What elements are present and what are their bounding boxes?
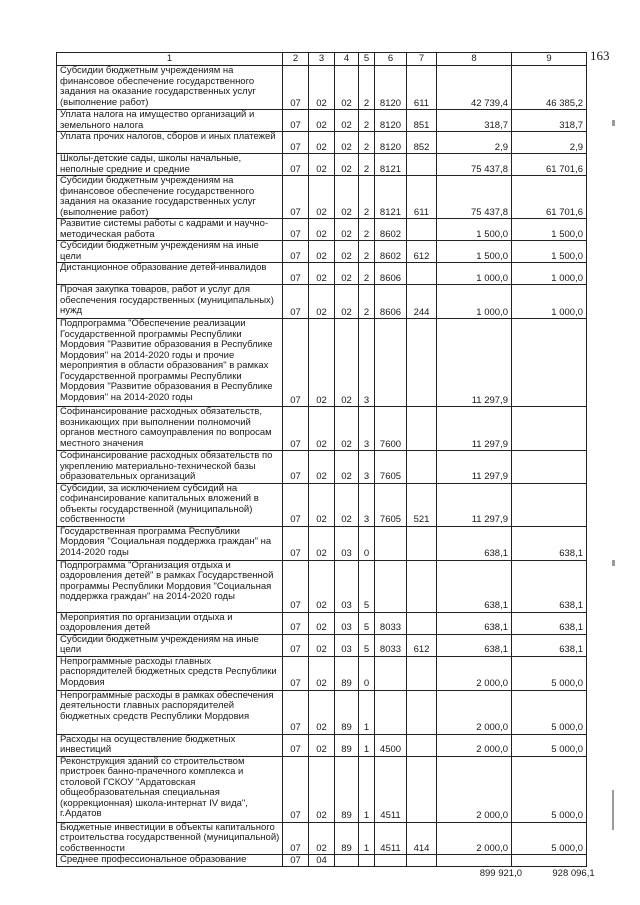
row-cell-c4: 02 (335, 66, 359, 110)
row-cell-c9: 2,9 (512, 132, 587, 154)
row-cell-c9: 638,1 (512, 634, 587, 656)
row-cell-c7 (407, 612, 437, 634)
row-cell-c7 (407, 855, 437, 867)
row-cell-c4: 03 (335, 612, 359, 634)
row-name-cell: Софинансирование расходных обязательств по укреплению материально-технической базы образовательных организаций (57, 451, 283, 484)
row-cell-c9: 61 701,6 (512, 176, 587, 219)
table-row (57, 241, 587, 263)
row-cell-c7: 414 (407, 822, 437, 855)
row-cell-c2: 07 (283, 526, 309, 560)
table-row (57, 734, 587, 756)
row-cell-c6: 7605 (375, 451, 407, 484)
page-number: 163 (590, 48, 610, 63)
row-cell-c9: 1 000,0 (512, 263, 587, 285)
row-cell-c5: 1 (359, 690, 375, 734)
row-cell-c2: 07 (283, 219, 309, 241)
table-row (57, 132, 587, 154)
row-cell-c2: 07 (283, 560, 309, 612)
row-cell-c9: 1 500,0 (512, 219, 587, 241)
row-cell-c2: 07 (283, 285, 309, 319)
row-cell-c2: 07 (283, 176, 309, 219)
row-cell-c3: 02 (309, 263, 335, 285)
row-cell-c8: 11 297,9 (437, 319, 512, 407)
row-cell-c9: 5 000,0 (512, 656, 587, 690)
table-row (57, 690, 587, 734)
row-cell-c7 (407, 526, 437, 560)
footer-total-col9: 928 096,1 (552, 868, 595, 879)
row-cell-c8: 1 500,0 (437, 241, 512, 263)
table-row (57, 612, 587, 634)
row-cell-c4: 89 (335, 734, 359, 756)
row-cell-c8: 42 739,4 (437, 66, 512, 110)
row-cell-c6: 8120 (375, 132, 407, 154)
row-cell-c7: 244 (407, 285, 437, 319)
row-cell-c5: 0 (359, 656, 375, 690)
row-cell-c8: 638,1 (437, 634, 512, 656)
row-cell-c6: 7605 (375, 483, 407, 526)
row-name-cell: Непрограммные расходы главных распорядителей бюджетных средств Республики Мордовия (57, 656, 283, 690)
row-cell-c4 (335, 855, 359, 867)
row-cell-c6: 8606 (375, 263, 407, 285)
row-cell-c6 (375, 526, 407, 560)
row-cell-c7: 612 (407, 241, 437, 263)
row-cell-c4: 02 (335, 176, 359, 219)
row-cell-c6: 4511 (375, 822, 407, 855)
table-row (57, 263, 587, 285)
row-cell-c2: 07 (283, 154, 309, 176)
row-name-cell: Реконструкция зданий со строительством пристроек банно-прачечного комплекса и столовой ГСКОУ "Ардатовская общеобразовательная специальная (коррекционная) школа-интернат IV вида", г.Ардатов (57, 756, 283, 822)
row-cell-c5: 3 (359, 407, 375, 451)
row-cell-c8: 638,1 (437, 612, 512, 634)
row-cell-c3: 02 (309, 756, 335, 822)
row-cell-c3: 04 (309, 855, 335, 867)
row-cell-c8: 1 000,0 (437, 263, 512, 285)
table-row (57, 756, 587, 822)
row-name-cell: Уплата налога на имущество организаций и земельного налога (57, 110, 283, 132)
row-cell-c8: 2 000,0 (437, 822, 512, 855)
row-cell-c9 (512, 855, 587, 867)
row-cell-c4: 02 (335, 451, 359, 484)
row-cell-c7: 852 (407, 132, 437, 154)
row-cell-c4: 03 (335, 634, 359, 656)
table-row (57, 219, 587, 241)
table-row (57, 526, 587, 560)
row-cell-c4: 03 (335, 560, 359, 612)
row-name-cell: Субсидии, за исключением субсидий на софинансирование капитальных вложений в объекты государственной (муниципальной) собственности (57, 483, 283, 526)
column-header: 2 (283, 53, 309, 66)
row-cell-c8: 2 000,0 (437, 656, 512, 690)
row-name-cell: Софинансирование расходных обязательств, возникающих при выполнении полномочий органов местного самоуправления по вопросам местного значения (57, 407, 283, 451)
row-name-cell: Субсидии бюджетным учреждениям на иные цели (57, 241, 283, 263)
row-cell-c6 (375, 560, 407, 612)
row-cell-c6: 8120 (375, 66, 407, 110)
column-header: 3 (309, 53, 335, 66)
table-row (57, 154, 587, 176)
row-cell-c4: 02 (335, 263, 359, 285)
row-cell-c6 (375, 690, 407, 734)
row-cell-c8 (437, 855, 512, 867)
row-cell-c2: 07 (283, 734, 309, 756)
row-cell-c4: 89 (335, 690, 359, 734)
budget-table (56, 52, 587, 867)
row-cell-c5: 3 (359, 319, 375, 407)
scan-edge-mark (612, 790, 614, 830)
row-cell-c7 (407, 734, 437, 756)
row-cell-c4: 02 (335, 285, 359, 319)
column-header: 4 (335, 53, 359, 66)
row-cell-c8: 75 437,8 (437, 154, 512, 176)
row-cell-c2: 07 (283, 634, 309, 656)
row-cell-c7: 612 (407, 634, 437, 656)
row-cell-c6: 8120 (375, 110, 407, 132)
row-cell-c9: 5 000,0 (512, 734, 587, 756)
row-cell-c2: 07 (283, 855, 309, 867)
row-cell-c6: 8602 (375, 241, 407, 263)
row-name-cell: Государственная программа Республики Мордовия "Социальная поддержка граждан" на 2014-2020 годы (57, 526, 283, 560)
row-cell-c9: 61 701,6 (512, 154, 587, 176)
row-cell-c2: 07 (283, 822, 309, 855)
row-cell-c9 (512, 451, 587, 484)
row-cell-c7 (407, 219, 437, 241)
row-cell-c5: 2 (359, 66, 375, 110)
row-cell-c4: 02 (335, 154, 359, 176)
row-cell-c7 (407, 756, 437, 822)
row-cell-c4: 89 (335, 656, 359, 690)
row-cell-c8: 2,9 (437, 132, 512, 154)
table-body (57, 66, 587, 867)
column-header: 8 (437, 53, 512, 66)
row-cell-c4: 02 (335, 219, 359, 241)
row-cell-c5: 2 (359, 285, 375, 319)
row-cell-c3: 02 (309, 110, 335, 132)
table-row (57, 176, 587, 219)
row-cell-c4: 02 (335, 319, 359, 407)
row-cell-c7: 611 (407, 66, 437, 110)
row-cell-c3: 02 (309, 176, 335, 219)
row-cell-c3: 02 (309, 690, 335, 734)
row-cell-c2: 07 (283, 612, 309, 634)
row-cell-c4: 02 (335, 241, 359, 263)
row-cell-c6: 8606 (375, 285, 407, 319)
row-cell-c5: 1 (359, 822, 375, 855)
row-cell-c3: 02 (309, 66, 335, 110)
row-cell-c7 (407, 690, 437, 734)
row-cell-c4: 89 (335, 756, 359, 822)
table-row (57, 407, 587, 451)
row-cell-c4: 03 (335, 526, 359, 560)
row-name-cell: Субсидии бюджетным учреждениям на финансовое обеспечение государственного задания на оказание государственных услуг (выполнение работ) (57, 66, 283, 110)
row-name-cell: Расходы на осуществление бюджетных инвестиций (57, 734, 283, 756)
row-name-cell: Субсидии бюджетным учреждениям на финансовое обеспечение государственного задания на оказание государственных услуг (выполнение работ) (57, 176, 283, 219)
row-cell-c3: 02 (309, 526, 335, 560)
row-name-cell: Среднее профессиональное образование (57, 855, 283, 867)
row-cell-c5: 5 (359, 612, 375, 634)
row-cell-c4: 89 (335, 822, 359, 855)
row-cell-c5: 3 (359, 451, 375, 484)
table-row (57, 285, 587, 319)
row-cell-c3: 02 (309, 132, 335, 154)
table-row (57, 483, 587, 526)
row-cell-c2: 07 (283, 656, 309, 690)
row-cell-c2: 07 (283, 483, 309, 526)
row-cell-c6: 8602 (375, 219, 407, 241)
row-cell-c7 (407, 656, 437, 690)
table-row (57, 110, 587, 132)
row-cell-c3: 02 (309, 451, 335, 484)
table-row (57, 634, 587, 656)
row-cell-c5: 5 (359, 560, 375, 612)
row-cell-c3: 02 (309, 560, 335, 612)
row-cell-c2: 07 (283, 690, 309, 734)
column-header: 6 (375, 53, 407, 66)
row-cell-c5: 2 (359, 110, 375, 132)
row-cell-c5: 2 (359, 241, 375, 263)
row-cell-c4: 02 (335, 407, 359, 451)
row-cell-c2: 07 (283, 263, 309, 285)
row-cell-c4: 02 (335, 483, 359, 526)
row-cell-c8: 638,1 (437, 526, 512, 560)
row-cell-c5: 2 (359, 219, 375, 241)
column-header: 7 (407, 53, 437, 66)
row-cell-c6: 4500 (375, 734, 407, 756)
row-cell-c5: 2 (359, 154, 375, 176)
row-cell-c5: 2 (359, 176, 375, 219)
row-name-cell: Развитие системы работы с кадрами и научно-методическая работа (57, 219, 283, 241)
row-cell-c4: 02 (335, 132, 359, 154)
row-cell-c7: 851 (407, 110, 437, 132)
row-cell-c9: 638,1 (512, 526, 587, 560)
row-cell-c3: 02 (309, 219, 335, 241)
row-cell-c9: 5 000,0 (512, 822, 587, 855)
row-cell-c6: 8121 (375, 154, 407, 176)
scan-edge-mark (612, 120, 615, 126)
row-cell-c5: 1 (359, 734, 375, 756)
row-cell-c2: 07 (283, 407, 309, 451)
row-cell-c6: 8121 (375, 176, 407, 219)
row-cell-c4: 02 (335, 110, 359, 132)
row-cell-c3: 02 (309, 483, 335, 526)
table-row (57, 66, 587, 110)
row-cell-c8: 2 000,0 (437, 734, 512, 756)
row-cell-c8: 11 297,9 (437, 451, 512, 484)
row-cell-c3: 02 (309, 285, 335, 319)
row-cell-c8: 1 500,0 (437, 219, 512, 241)
row-cell-c8: 11 297,9 (437, 407, 512, 451)
column-header: 9 (512, 53, 587, 66)
row-cell-c2: 07 (283, 451, 309, 484)
row-cell-c9 (512, 319, 587, 407)
column-header: 1 (57, 53, 283, 66)
row-cell-c3: 02 (309, 154, 335, 176)
table-row (57, 656, 587, 690)
footer-values (452, 868, 595, 879)
row-cell-c8: 75 437,8 (437, 176, 512, 219)
table-row (57, 560, 587, 612)
row-cell-c3: 02 (309, 734, 335, 756)
row-name-cell: Подпрограмма "Обеспечение реализации Государственной программы Республики Мордовия "Развитие образования в Республике Мордовия" на 2014-2020 годы и прочие мероприятия в области образования" в рамках Государственной программы Республики Мордовия "Развитие образования в Республике Мордовия" на 2014-2020 годы (57, 319, 283, 407)
row-cell-c5: 2 (359, 263, 375, 285)
row-cell-c6 (375, 319, 407, 407)
row-cell-c3: 02 (309, 822, 335, 855)
row-cell-c7 (407, 560, 437, 612)
row-cell-c9: 318,7 (512, 110, 587, 132)
row-cell-c9 (512, 407, 587, 451)
row-cell-c8: 1 000,0 (437, 285, 512, 319)
row-cell-c7 (407, 263, 437, 285)
row-name-cell: Школы-детские сады, школы начальные, неполные средние и средние (57, 154, 283, 176)
row-cell-c5: 1 (359, 756, 375, 822)
row-cell-c6: 8033 (375, 612, 407, 634)
row-cell-c8: 638,1 (437, 560, 512, 612)
row-cell-c9: 1 000,0 (512, 285, 587, 319)
row-cell-c7: 611 (407, 176, 437, 219)
row-cell-c2: 07 (283, 241, 309, 263)
row-cell-c3: 02 (309, 319, 335, 407)
table-row (57, 855, 587, 867)
row-name-cell: Подпрограмма "Организация отдыха и оздоровления детей" в рамках Государственной программы Республики Мордовия "Социальная поддержка граждан" на 2014-2020 годы (57, 560, 283, 612)
row-cell-c2: 07 (283, 132, 309, 154)
row-cell-c2: 07 (283, 110, 309, 132)
row-name-cell: Бюджетные инвестиции в объекты капитального строительства государственной (муниципальной) собственности (57, 822, 283, 855)
row-cell-c2: 07 (283, 66, 309, 110)
row-name-cell: Мероприятия по организации отдыха и оздоровления детей (57, 612, 283, 634)
row-cell-c3: 02 (309, 407, 335, 451)
row-cell-c3: 02 (309, 612, 335, 634)
row-name-cell: Субсидии бюджетным учреждениям на иные цели (57, 634, 283, 656)
row-cell-c5: 0 (359, 526, 375, 560)
row-cell-c7 (407, 154, 437, 176)
row-cell-c6 (375, 855, 407, 867)
row-cell-c7: 521 (407, 483, 437, 526)
table-row (57, 822, 587, 855)
row-cell-c3: 02 (309, 656, 335, 690)
row-name-cell: Дистанционное образование детей-инвалидов (57, 263, 283, 285)
row-cell-c7 (407, 407, 437, 451)
row-cell-c7 (407, 319, 437, 407)
row-cell-c8: 318,7 (437, 110, 512, 132)
scan-edge-mark (612, 560, 615, 566)
row-name-cell: Прочая закупка товаров, работ и услуг для обеспечения государственных (муниципальных) нужд (57, 285, 283, 319)
row-cell-c6: 4511 (375, 756, 407, 822)
table-row (57, 451, 587, 484)
row-cell-c5: 5 (359, 634, 375, 656)
row-cell-c6: 7600 (375, 407, 407, 451)
header-row (57, 53, 587, 66)
row-cell-c9: 46 385,2 (512, 66, 587, 110)
row-cell-c8: 11 297,9 (437, 483, 512, 526)
row-cell-c9 (512, 483, 587, 526)
row-cell-c9: 5 000,0 (512, 690, 587, 734)
row-cell-c6: 8033 (375, 634, 407, 656)
row-cell-c8: 2 000,0 (437, 690, 512, 734)
row-cell-c9: 638,1 (512, 560, 587, 612)
row-cell-c5 (359, 855, 375, 867)
row-name-cell: Уплата прочих налогов, сборов и иных платежей (57, 132, 283, 154)
row-cell-c9: 1 500,0 (512, 241, 587, 263)
column-header: 5 (359, 53, 375, 66)
footer-total-col8: 899 921,0 (479, 868, 522, 879)
row-name-cell: Непрограммные расходы в рамках обеспечения деятельности главных распорядителей бюджетных средств Республики Мордовия (57, 690, 283, 734)
row-cell-c2: 07 (283, 319, 309, 407)
row-cell-c3: 02 (309, 241, 335, 263)
row-cell-c5: 3 (359, 483, 375, 526)
row-cell-c3: 02 (309, 634, 335, 656)
table-row (57, 319, 587, 407)
row-cell-c9: 638,1 (512, 612, 587, 634)
row-cell-c7 (407, 451, 437, 484)
row-cell-c5: 2 (359, 132, 375, 154)
row-cell-c2: 07 (283, 756, 309, 822)
row-cell-c8: 2 000,0 (437, 756, 512, 822)
row-cell-c9: 5 000,0 (512, 756, 587, 822)
row-cell-c6 (375, 656, 407, 690)
